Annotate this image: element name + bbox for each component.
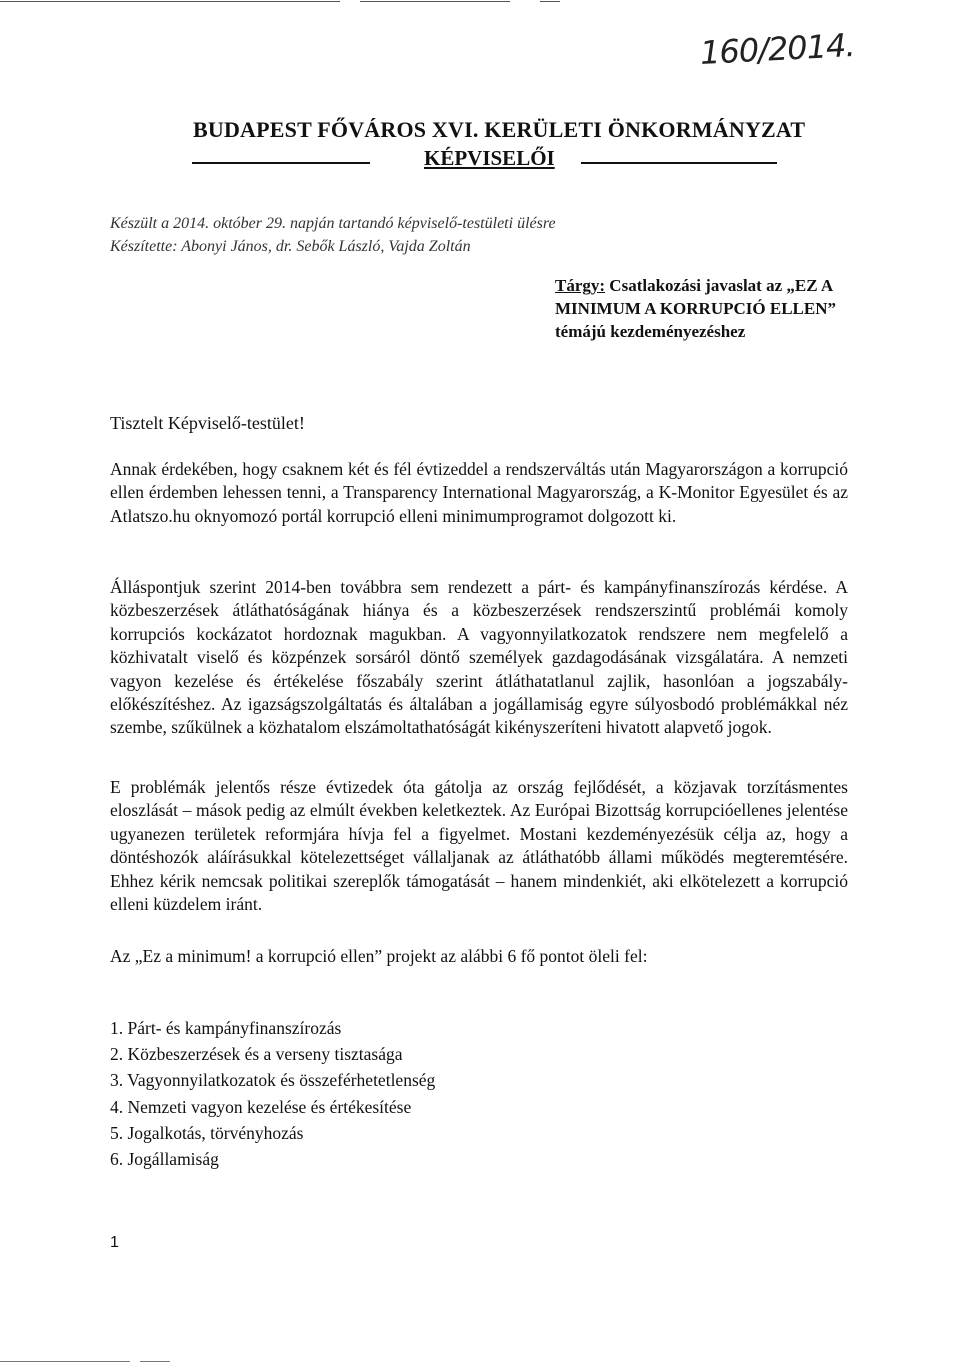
list-item: 5. Jogalkotás, törvényhozás (110, 1122, 304, 1143)
list-item: 1. Párt- és kampányfinanszírozás (110, 1018, 342, 1038)
prepared-for-line: Készült a 2014. október 29. napján tartandó képviselő-testületi ülésre (110, 215, 556, 232)
list-item: 4. Nemzeti vagyon kezelése és értékesítése (110, 1096, 412, 1117)
paragraph-position: Álláspontjuk szerint 2014-ben továbbra sem rendezett a párt- és kampányfinanszírozás kérdése. A közbeszerzések átláthatóságának hiánya és a közbeszerzések rendszerszintű problémái komoly korrupciós kockázatot hordoznak magukban. A vagyonnyilatkozatok rendszere nem megfelelő a közhivatalt viselő és közpénzek sorsáról döntő személyek gazdagodásának vizsgálatára. A nemzeti vagyon kezelése és értékelése főszabály szerint átláthatatlanul zajlik, hasonlóan a jogszabály-előkészítéshez. Az igazságszolgáltatás és általában a jogállamiság egyre súlyosbodó problémákkal néz szembe, szűkülnek a közhatalom elszámoltathatóságát kikényszeríteni hivatott alapvető jogok. (110, 577, 848, 738)
scan-top-edge (0, 0, 960, 4)
header-title: BUDAPEST FŐVÁROS XVI. KERÜLETI ÖNKORMÁNYZAT (193, 117, 806, 142)
list-item: 2. Közbeszerzések és a verseny tisztasága (110, 1044, 403, 1065)
header-dash-left (192, 162, 370, 164)
page-number: 1 (110, 1234, 119, 1251)
header-subtitle-row (190, 146, 790, 172)
list-item: 3. Vagyonnyilatkozatok és összeférhetetlenség (110, 1070, 436, 1091)
registration-number: 160/2014. (699, 25, 856, 73)
subject-label: Tárgy: (555, 276, 606, 295)
prepared-by-line: Készítette: Abonyi János, dr. Sebők László, Vajda Zoltán (110, 238, 471, 255)
header-dash-right (581, 162, 777, 164)
scan-bottom-edge (0, 1360, 960, 1364)
points-list (110, 1015, 435, 1172)
header-subtitle: KÉPVISELŐI (424, 146, 555, 170)
subject-text: Csatlakozási javaslat az „EZ A MINIMUM A KORRUPCIÓ ELLEN” témájú kezdeményezéshez (555, 276, 836, 341)
paragraph-initiative: E problémák jelentős része évtizedek óta gátolja az ország fejlődését, a közjavak torzításmentes eloszlását – mások pedig az elmúlt években keletkeztek. Az Európai Bizottság korrupcióellenes jelentése ugyanezen területek reformjára hívja fel a figyelmet. Mostani kezdeményezésük célja az, hogy a döntéshozók aláírásukkal kötelezettséget vállaljanak az átláthatóbb állami működés megteremtésére. Ehhez kérik nemcsak politikai szereplők támogatását – hanem mindenkiét, aki elkötelezett a korrupció elleni küzdelem iránt. (110, 777, 848, 915)
list-item: 6. Jogállamiság (110, 1149, 219, 1170)
subject-block (555, 274, 885, 343)
salutation: Tisztelt Képviselő-testület! (110, 413, 305, 433)
paragraph-intro: Annak érdekében, hogy csaknem két és fél évtizeddel a rendszerváltás után Magyarországon a korrupció ellen érdemben lehessen tenni, a Transparency International Magyarország, a K-Monitor Egyesület és az Atlatszo.hu oknyomozó portál korrupció elleni minimumprogramot dolgozott ki. (110, 459, 848, 526)
list-intro: Az „Ez a minimum! a korrupció ellen” projekt az alábbi 6 fő pontot öleli fel: (110, 946, 648, 966)
